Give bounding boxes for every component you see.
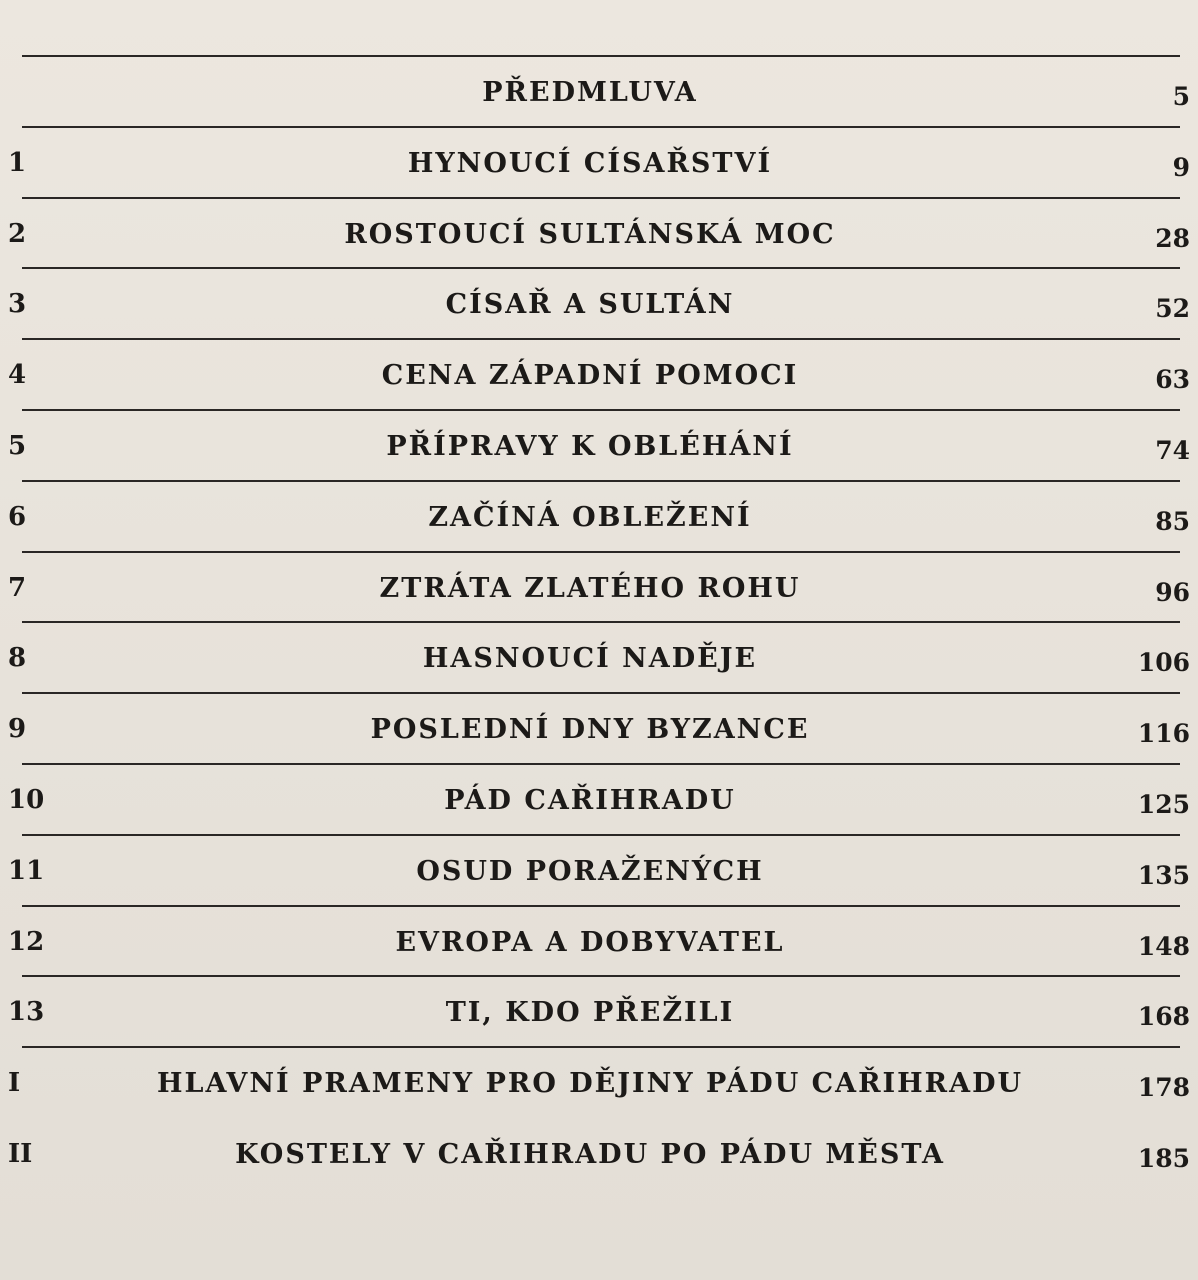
page-number: 168 [1137,1002,1190,1032]
toc-entry [0,55,1198,125]
chapter-title: HLAVNÍ PRAMENY PRO DĚJINY PÁDU CAŘIHRADU [156,1068,1024,1100]
page-number: 74 [1155,436,1190,465]
toc-entry [0,197,1198,267]
page-number: 178 [1137,1073,1190,1103]
page-number: 52 [1155,294,1190,324]
page-number: 116 [1137,719,1190,749]
chapter-title: POSLEDNÍ DNY BYZANCE [370,714,810,746]
page-number: 125 [1137,790,1190,819]
chapter-number: 10 [8,785,45,815]
chapter-title: ZTRÁTA ZLATÉHO ROHU [379,572,801,604]
chapter-number: 4 [8,360,27,391]
chapter-number: 6 [8,501,27,532]
page-number: 185 [1137,1144,1190,1173]
toc-entry [0,692,1198,762]
page-number: 85 [1155,506,1190,536]
chapter-title: CENA ZÁPADNÍ POMOCI [381,360,799,392]
chapter-number: 13 [8,997,45,1028]
toc-entry [0,126,1198,196]
chapter-number: 2 [8,218,27,249]
chapter-title: CÍSAŘ A SULTÁN [445,289,735,321]
toc-entry [0,480,1198,550]
toc-entry [0,338,1198,408]
page-number: 9 [1172,152,1190,182]
toc-entry [0,409,1198,479]
page-number: 96 [1155,577,1190,607]
page-number: 106 [1137,648,1190,678]
page-number: 28 [1155,223,1190,253]
chapter-number: 9 [8,714,27,745]
chapter-title: ROSTOUCÍ SULTÁNSKÁ MOC [344,218,836,250]
chapter-number: I [8,1068,21,1099]
toc-entry [0,267,1198,337]
chapter-number: 1 [8,147,27,178]
chapter-number: 11 [8,855,45,886]
chapter-number: 3 [8,289,27,320]
toc-entry [0,551,1198,621]
toc-entry [0,975,1198,1045]
toc-entry [0,763,1198,833]
chapter-number: 12 [8,926,45,957]
chapter-title: PÁD CAŘIHRADU [444,785,736,816]
chapter-title: EVROPA A DOBYVATEL [395,926,785,958]
toc-entry [0,1117,1198,1187]
chapter-number: II [8,1139,33,1169]
toc-entry [0,1046,1198,1116]
chapter-number: 8 [8,643,27,674]
chapter-title: ZAČÍNÁ OBLEŽENÍ [428,501,752,533]
page-number: 148 [1137,931,1190,961]
toc-entry [0,621,1198,691]
chapter-number: 7 [8,572,27,603]
chapter-title: HASNOUCÍ NADĚJE [422,643,758,675]
page-number: 135 [1137,860,1190,890]
chapter-number: 5 [8,431,27,461]
toc-entry [0,905,1198,975]
page-number: 5 [1172,82,1190,111]
page-number: 63 [1155,365,1190,395]
chapter-title: KOSTELY V CAŘIHRADU PO PÁDU MĚSTA [235,1139,945,1170]
chapter-title: HYNOUCÍ CÍSAŘSTVÍ [407,147,773,179]
chapter-title: TI, KDO PŘEŽILI [445,997,735,1029]
chapter-title: OSUD PORAŽENÝCH [416,855,764,887]
toc-entry [0,834,1198,904]
chapter-title: PŘEDMLUVA [482,77,698,108]
chapter-title: PŘÍPRAVY K OBLÉHÁNÍ [386,431,794,462]
